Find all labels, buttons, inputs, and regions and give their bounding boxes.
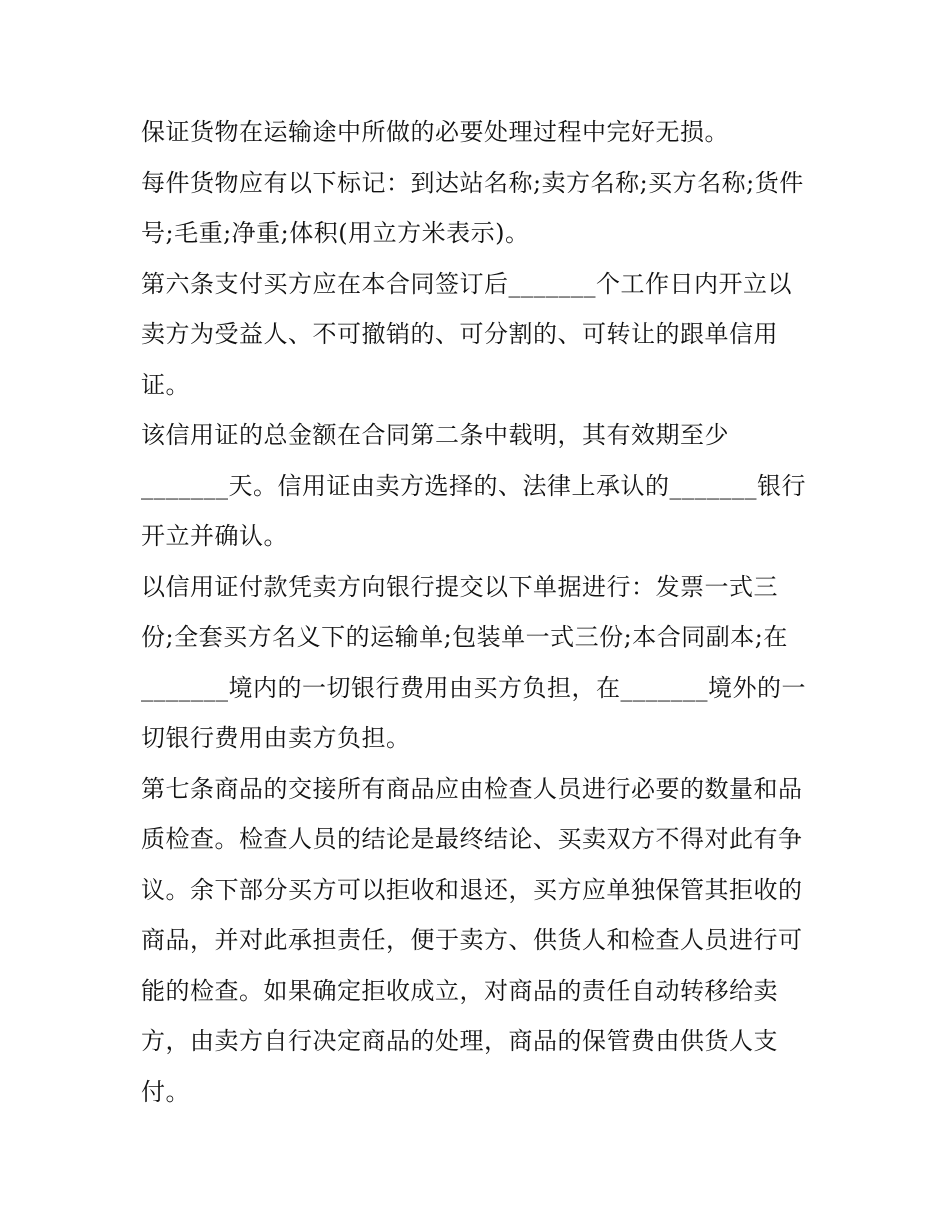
text-line: 证。 — [141, 370, 190, 399]
text-line: 切银行费用由卖方负担。 — [141, 724, 411, 752]
text-line: 份;全套买方名义下的运输单;包装单一式三份;本合同副本;在 — [141, 623, 788, 651]
text-line: _______境内的一切银行费用由买方负担，在_______境外的一 — [141, 673, 806, 702]
text-line: 付。 — [141, 1077, 190, 1106]
text-line: 质检查。检查人员的结论是最终结论、买卖双方不得对此有争 — [141, 825, 803, 853]
text-line: 该信用证的总金额在合同第二条中载明，其有效期至少 — [141, 421, 729, 449]
text-line: 号;毛重;净重;体积(用立方米表示)。 — [141, 219, 530, 247]
document-body — [141, 107, 821, 1117]
text-line: 卖方为受益人、不可撤销的、可分割的、可转让的跟单信用 — [141, 320, 778, 348]
text-line: 以信用证付款凭卖方向银行提交以下单据进行：发票一式三 — [141, 572, 778, 601]
text-line: 每件货物应有以下标记：到达站名称;卖方名称;买方名称;货件 — [141, 168, 804, 197]
text-line: 第六条支付买方应在本合同签订后_______个工作日内开立以 — [141, 269, 792, 298]
text-line: 商品，并对此承担责任，便于卖方、供货人和检查人员进行可 — [141, 926, 803, 954]
text-line: 第七条商品的交接所有商品应由检查人员进行必要的数量和品 — [141, 774, 803, 803]
text-line: 开立并确认。 — [141, 522, 288, 550]
text-line: _______天。信用证由卖方选择的、法律上承认的_______银行 — [141, 471, 806, 500]
text-line: 议。余下部分买方可以拒收和退还，买方应单独保管其拒收的 — [141, 875, 803, 904]
text-line: 能的检查。如果确定拒收成立，对商品的责任自动转移给卖 — [141, 976, 778, 1005]
text-line: 方，由卖方自行决定商品的处理，商品的保管费由供货人支 — [141, 1027, 778, 1055]
text-line: 保证货物在运输途中所做的必要处理过程中完好无损。 — [141, 118, 729, 146]
